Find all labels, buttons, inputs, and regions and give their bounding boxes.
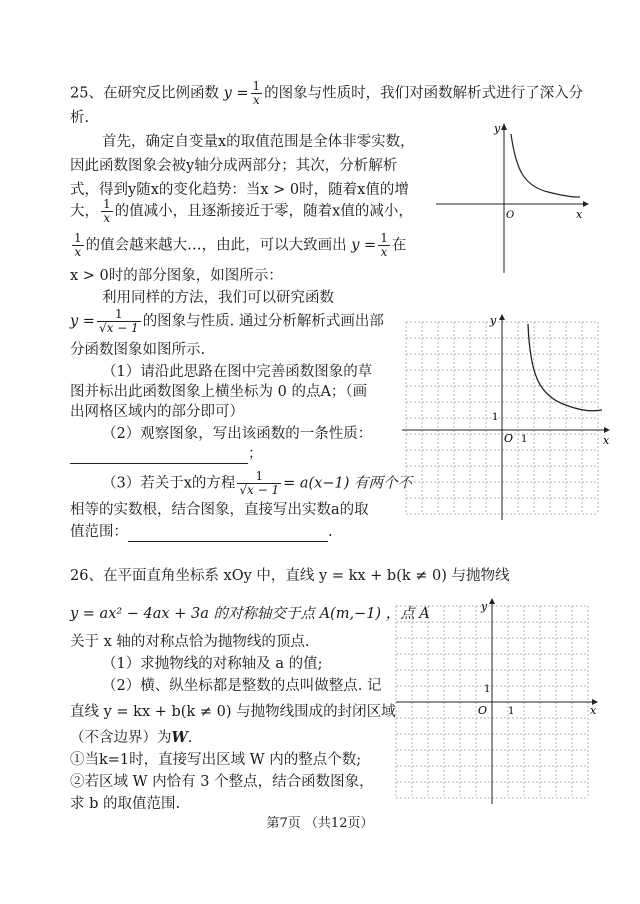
q26-line-2: y = ax² − 4ax + 3a 的对称轴交于点 A(m,−1) ，点 A — [70, 606, 430, 622]
x-axis-arrow-icon — [583, 201, 589, 207]
q26-line-3: 关于 x 轴的对称点恰为抛物线的顶点. — [70, 634, 310, 650]
q25-line-10: y = $\frac{1}{√x - 1}$ 的图象与性质. 通过分析解析式画出部 — [70, 307, 384, 335]
q25-line-6: 大， $\frac{1}{x}$ 的值减小，且逐渐接近于零，随着x值的减小， — [70, 197, 413, 225]
q25-line-12: （1）请沿此思路在图中完善函数图象的草 — [102, 364, 373, 380]
fraction-1-over-x: $\frac{1}{x}$ — [380, 231, 388, 259]
q26-line-5: （2）横、纵坐标都是整数的点叫做整点. 记 — [102, 678, 382, 694]
q26-line-8: ①当k=1时，直接写出区域 W 内的整点个数; — [70, 752, 362, 768]
q25-line-14: 出网格区域内的部分即可） — [70, 404, 244, 420]
graph-grid-empty — [392, 596, 602, 808]
q26-line-9: ②若区域 W 内恰有 3 个整点，结合函数图象， — [70, 774, 374, 790]
y-axis-arrow-icon — [501, 123, 507, 130]
y-axis-arrow-icon — [489, 598, 495, 604]
q25-line-9: 利用同样的方法，我们可以研究函数 — [102, 290, 334, 306]
x-unit-label: 1 — [521, 434, 528, 445]
curve-sqrt-branch — [528, 324, 602, 411]
x-unit-label: 1 — [508, 706, 515, 717]
fraction-1-over-sqrt: $\frac{1}{√x - 1}$ — [239, 469, 280, 497]
q25-line-18: 相等的实数根，结合图象，直接写出实数a的取 — [70, 502, 369, 518]
graph-grid-sqrt-function — [398, 312, 614, 524]
fraction-1-over-sqrt: $\frac{1}{√x - 1}$ — [98, 307, 139, 335]
q25-line-19: 值范围： . — [70, 524, 333, 540]
fraction-1-over-x: $\frac{1}{x}$ — [252, 79, 261, 107]
y-label: y — [490, 314, 497, 327]
y-unit-label: 1 — [484, 684, 491, 695]
y-label: y — [494, 122, 501, 135]
q26-line-10: 求 b 的取值范围. — [70, 796, 181, 812]
q26-line-4: （1）求抛物线的对称轴及 a 的值; — [102, 656, 323, 672]
q25-line-17: （3）若关于x的方程 $\frac{1}{√x - 1}$ = a(x−1) 有两个不 — [102, 469, 413, 497]
answer-blank-3[interactable] — [128, 527, 328, 542]
y-axis-arrow-icon — [499, 314, 505, 320]
origin-label: O — [506, 210, 515, 221]
q26-line-7: （不含边界）为W. — [70, 729, 193, 746]
q25-line-16: ； — [70, 444, 263, 464]
q25-line-7: $\frac{1}{x}$ 的值会越来越大…，由此，可以大致画出 y = $\frac{1}{x}$ 在 — [74, 231, 407, 259]
graph-inverse-function — [428, 118, 590, 278]
q25-line-15: （2）观察图象，写出该函数的一条性质： — [102, 426, 373, 442]
q25-line-13: 图并标出此函数图象上横坐标为 0 的点A；（画 — [70, 384, 368, 400]
curve-inverse — [511, 134, 580, 197]
y-label: y — [481, 600, 488, 613]
q25-func-y: y = — [223, 85, 249, 102]
q25-line-5: 式，得到y随x的变化趋势：当x > 0时，随着x值的增 — [70, 182, 409, 198]
x-label: x — [603, 434, 610, 447]
origin-label: O — [504, 432, 514, 445]
y-unit-label: 1 — [492, 412, 499, 423]
q25-text: 的图象与性质时，我们对函数解析式进行了深入分 — [264, 85, 584, 102]
q25-line-3: 首先，确定自变量x的取值范围是全体非零实数， — [102, 134, 415, 150]
q26-line-6: 直线 y = kx + b(k ≠ 0) 与抛物线围成的封闭区域 — [70, 704, 396, 720]
origin-label: O — [478, 704, 488, 717]
page-footer: 第7页 （共12页） — [266, 816, 374, 831]
q25-text: 25、在研究反比例函数 — [70, 85, 219, 102]
answer-blank-2[interactable] — [70, 449, 248, 464]
q25-line-2: 析. — [70, 110, 90, 126]
q25-line-1 — [70, 80, 583, 107]
q26-line-1: 26、在平面直角坐标系 xOy 中，直线 y = kx + b(k ≠ 0) 与抛物线 — [70, 568, 510, 584]
x-label: x — [590, 704, 597, 717]
q25-line-8: x > 0时的部分图象，如图所示： — [70, 268, 283, 284]
fraction-1-over-x: $\frac{1}{x}$ — [74, 231, 82, 259]
q25-line-4: 因此函数图象会被y轴分成两部分；其次，分析解析 — [70, 158, 398, 174]
x-label: x — [576, 208, 583, 221]
fraction-1-over-x: $\frac{1}{x}$ — [103, 197, 111, 225]
x-axis-arrow-icon — [604, 427, 610, 433]
q25-line-11: 分函数图象如图所示. — [70, 342, 206, 358]
